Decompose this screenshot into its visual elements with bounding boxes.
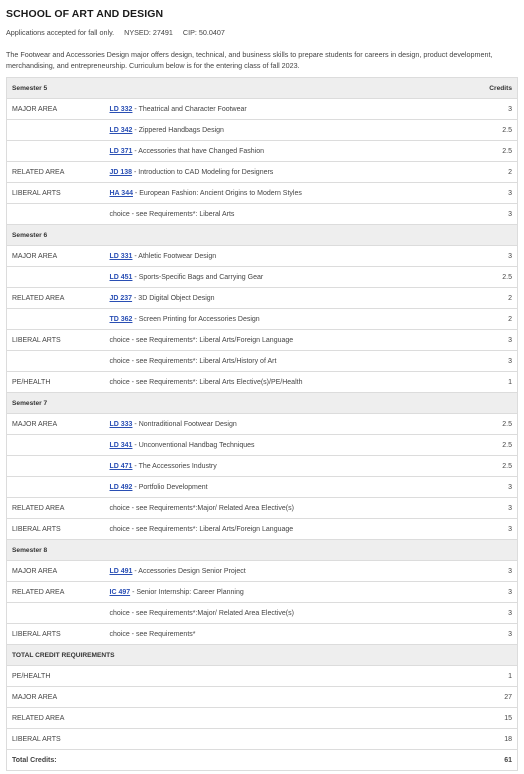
- course-row: [7, 498, 518, 519]
- area-label: [7, 456, 105, 477]
- course-title: - Theatrical and Character Footwear: [132, 105, 247, 113]
- course-row: [7, 288, 518, 309]
- course-credits: 2.5: [468, 414, 518, 435]
- course-title: choice - see Requirements*: Liberal Arts Elective(s)/PE/Health: [109, 378, 303, 386]
- total-credits-row: [7, 750, 518, 771]
- course-row: [7, 267, 518, 288]
- course-credits: 2.5: [468, 456, 518, 477]
- course-credits: 3: [468, 498, 518, 519]
- totals-area-label: LIBERAL ARTS: [7, 729, 468, 750]
- course-row: [7, 351, 518, 372]
- totals-area-label: PE/HEALTH: [7, 666, 468, 687]
- credits-header: [468, 393, 518, 414]
- course-cell: [105, 414, 468, 435]
- area-label: RELATED AREA: [7, 498, 105, 519]
- nysed-code: NYSED: 27491: [124, 28, 173, 37]
- course-title: - Sports-Specific Bags and Carrying Gear: [132, 273, 264, 281]
- area-label: [7, 120, 105, 141]
- semester-header-row: [7, 225, 518, 246]
- course-credits: 2.5: [468, 267, 518, 288]
- semester-label: Semester 8: [7, 540, 468, 561]
- course-title: - Portfolio Development: [132, 483, 208, 491]
- course-code-link[interactable]: LD 491: [109, 567, 133, 575]
- course-row: [7, 372, 518, 393]
- course-code-link[interactable]: LD 471: [109, 462, 133, 470]
- course-cell: [105, 519, 468, 540]
- program-description: The Footwear and Accessories Design major offers design, technical, and business skills to prepare students for careers in design, product development, merchandising, and entrepreneurship. Curriculum below is for the entering class of fall 2023.: [6, 50, 493, 70]
- course-credits: 3: [468, 204, 518, 225]
- semester-label: Semester 5: [7, 78, 468, 99]
- course-credits: 3: [468, 603, 518, 624]
- course-code-link[interactable]: LD 332: [109, 105, 133, 113]
- course-title: - Zippered Handbags Design: [132, 126, 224, 134]
- course-code-link[interactable]: LD 492: [109, 483, 133, 491]
- semester-header-row: [7, 540, 518, 561]
- course-title: choice - see Requirements*:Major/ Related Area Elective(s): [109, 504, 294, 512]
- totals-credits: 15: [468, 708, 518, 729]
- course-title: - Accessories Design Senior Project: [132, 567, 246, 575]
- course-credits: 2: [468, 288, 518, 309]
- semester-header-row: [7, 393, 518, 414]
- course-row: [7, 246, 518, 267]
- totals-credits: 18: [468, 729, 518, 750]
- course-code-link[interactable]: LD 371: [109, 147, 133, 155]
- course-cell: [105, 267, 468, 288]
- totals-row: [7, 666, 518, 687]
- course-cell: [105, 141, 468, 162]
- course-code-link[interactable]: JD 237: [109, 294, 133, 302]
- course-credits: 2: [468, 309, 518, 330]
- course-row: [7, 162, 518, 183]
- area-label: [7, 435, 105, 456]
- course-title: - Screen Printing for Accessories Design: [132, 315, 260, 323]
- semester-label: Semester 7: [7, 393, 468, 414]
- area-label: [7, 309, 105, 330]
- course-cell: [105, 162, 468, 183]
- course-cell: [105, 435, 468, 456]
- course-title: choice - see Requirements*: [109, 630, 196, 638]
- credits-header: [468, 540, 518, 561]
- cip-code: CIP: 50.0407: [182, 28, 225, 37]
- course-cell: [105, 120, 468, 141]
- area-label: MAJOR AREA: [7, 414, 105, 435]
- course-row: [7, 330, 518, 351]
- course-code-link[interactable]: LD 333: [109, 420, 133, 428]
- course-cell: [105, 477, 468, 498]
- area-label: RELATED AREA: [7, 162, 105, 183]
- course-credits: 3: [468, 330, 518, 351]
- course-cell: [105, 372, 468, 393]
- program-meta: [6, 28, 518, 37]
- course-title: - 3D Digital Object Design: [132, 294, 215, 302]
- course-title: - Senior Internship: Career Planning: [130, 588, 244, 596]
- page-title: SCHOOL OF ART AND DESIGN: [6, 8, 164, 20]
- course-code-link[interactable]: TD 362: [109, 315, 133, 323]
- totals-area-label: RELATED AREA: [7, 708, 468, 729]
- course-row: [7, 519, 518, 540]
- course-title: - Introduction to CAD Modeling for Designers: [132, 168, 274, 176]
- course-title: choice - see Requirements*: Liberal Arts/Foreign Language: [109, 525, 294, 533]
- course-row: [7, 456, 518, 477]
- course-cell: [105, 561, 468, 582]
- area-label: [7, 141, 105, 162]
- course-credits: 3: [468, 582, 518, 603]
- course-credits: 1: [468, 372, 518, 393]
- semester-label: Semester 6: [7, 225, 468, 246]
- course-cell: [105, 246, 468, 267]
- course-row: [7, 624, 518, 645]
- area-label: [7, 477, 105, 498]
- course-row: [7, 309, 518, 330]
- course-code-link[interactable]: HA 344: [109, 189, 133, 197]
- course-credits: 3: [468, 246, 518, 267]
- area-label: [7, 351, 105, 372]
- course-cell: [105, 330, 468, 351]
- course-row: [7, 141, 518, 162]
- course-row: [7, 414, 518, 435]
- course-cell: [105, 624, 468, 645]
- total-credits-label: Total Credits:: [7, 750, 468, 771]
- totals-header-row: [7, 645, 518, 666]
- applications-note: Applications accepted for fall only.: [6, 28, 115, 37]
- course-code-link[interactable]: IC 497: [109, 588, 131, 596]
- course-credits: 3: [468, 351, 518, 372]
- totals-label: TOTAL CREDIT REQUIREMENTS: [7, 645, 518, 666]
- course-cell: [105, 456, 468, 477]
- course-credits: 3: [468, 99, 518, 120]
- course-row: [7, 120, 518, 141]
- area-label: [7, 603, 105, 624]
- area-label: LIBERAL ARTS: [7, 624, 105, 645]
- course-row: [7, 435, 518, 456]
- area-label: RELATED AREA: [7, 582, 105, 603]
- course-cell: [105, 603, 468, 624]
- course-title: - Athletic Footwear Design: [132, 252, 217, 260]
- course-credits: 2: [468, 162, 518, 183]
- course-title: - European Fashion: Ancient Origins to Modern Styles: [132, 189, 302, 197]
- totals-row: [7, 729, 518, 750]
- course-credits: 3: [468, 519, 518, 540]
- course-row: [7, 477, 518, 498]
- area-label: MAJOR AREA: [7, 99, 105, 120]
- course-title: choice - see Requirements*: Liberal Arts/Foreign Language: [109, 336, 294, 344]
- area-label: [7, 204, 105, 225]
- credits-header: Credits: [468, 78, 518, 99]
- course-row: [7, 183, 518, 204]
- course-cell: [105, 288, 468, 309]
- course-title: choice - see Requirements*:Major/ Related Area Elective(s): [109, 609, 294, 617]
- course-code-link[interactable]: LD 451: [109, 273, 133, 281]
- course-title: choice - see Requirements*: Liberal Arts/History of Art: [109, 357, 277, 365]
- totals-credits: 1: [468, 666, 518, 687]
- course-credits: 3: [468, 477, 518, 498]
- course-code-link[interactable]: LD 331: [109, 252, 133, 260]
- area-label: [7, 267, 105, 288]
- area-label: MAJOR AREA: [7, 246, 105, 267]
- course-cell: [105, 204, 468, 225]
- course-credits: 2.5: [468, 120, 518, 141]
- semester-header-row: [7, 78, 518, 99]
- curriculum-table: [6, 77, 518, 771]
- course-credits: 3: [468, 624, 518, 645]
- area-label: LIBERAL ARTS: [7, 330, 105, 351]
- course-credits: 2.5: [468, 435, 518, 456]
- totals-row: [7, 708, 518, 729]
- totals-credits: 27: [468, 687, 518, 708]
- course-credits: 3: [468, 183, 518, 204]
- total-credits-value: 61: [468, 750, 518, 771]
- course-row: [7, 99, 518, 120]
- course-code-link[interactable]: JD 138: [109, 168, 133, 176]
- area-label: RELATED AREA: [7, 288, 105, 309]
- course-cell: [105, 498, 468, 519]
- course-title: - The Accessories Industry: [132, 462, 217, 470]
- course-cell: [105, 309, 468, 330]
- course-code-link[interactable]: LD 342: [109, 126, 133, 134]
- area-label: LIBERAL ARTS: [7, 519, 105, 540]
- area-label: PE/HEALTH: [7, 372, 105, 393]
- totals-area-label: MAJOR AREA: [7, 687, 468, 708]
- course-title: choice - see Requirements*: Liberal Arts: [109, 210, 235, 218]
- course-row: [7, 204, 518, 225]
- course-credits: 2.5: [468, 141, 518, 162]
- course-cell: [105, 582, 468, 603]
- totals-row: [7, 687, 518, 708]
- area-label: MAJOR AREA: [7, 561, 105, 582]
- credits-header: [468, 225, 518, 246]
- course-code-link[interactable]: LD 341: [109, 441, 133, 449]
- course-title: - Unconventional Handbag Techniques: [132, 441, 255, 449]
- course-cell: [105, 351, 468, 372]
- course-row: [7, 582, 518, 603]
- course-cell: [105, 99, 468, 120]
- course-row: [7, 561, 518, 582]
- course-credits: 3: [468, 561, 518, 582]
- course-cell: [105, 183, 468, 204]
- course-title: - Nontraditional Footwear Design: [132, 420, 237, 428]
- course-title: - Accessories that have Changed Fashion: [132, 147, 264, 155]
- course-row: [7, 603, 518, 624]
- area-label: LIBERAL ARTS: [7, 183, 105, 204]
